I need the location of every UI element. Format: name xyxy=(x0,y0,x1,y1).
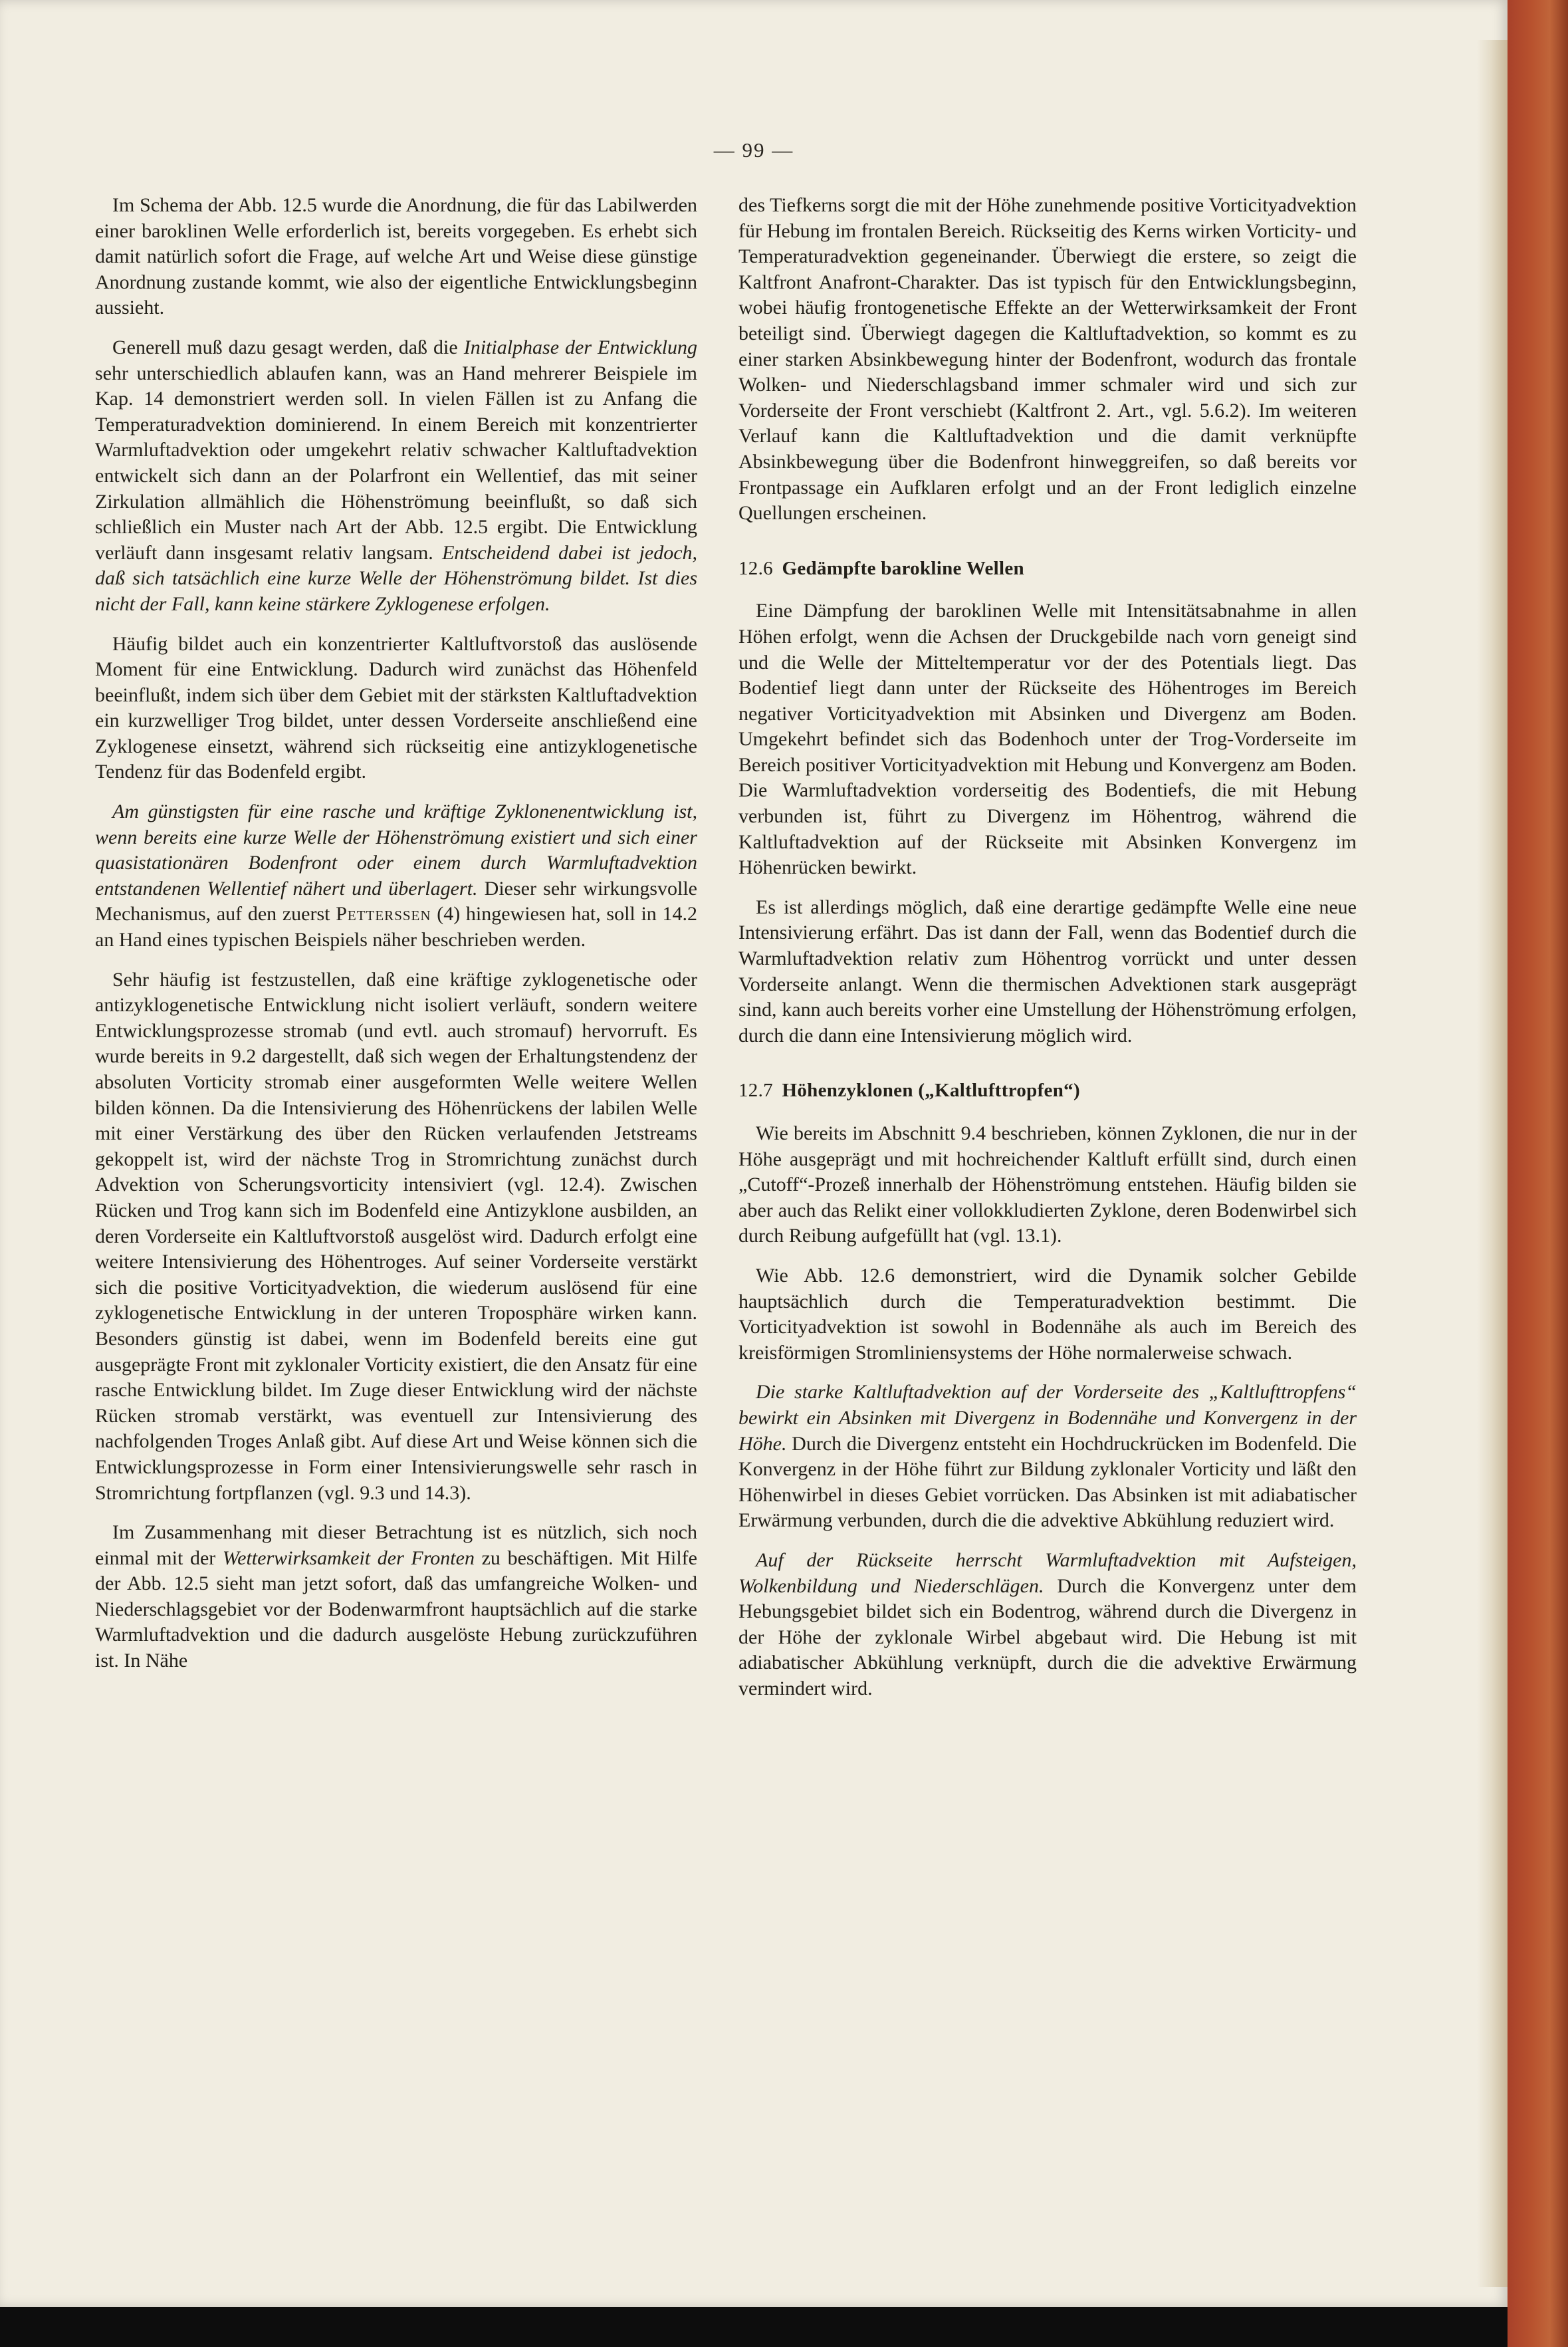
section-number: 12.6 xyxy=(738,557,773,579)
section-title: Höhenzyklonen („Kaltlufttropfen“) xyxy=(782,1080,1080,1102)
paragraph xyxy=(95,799,697,953)
paragraph: Wie bereits im Abschnitt 9.4 beschrieben, können Zyklonen, die nur in der Höhe ausgeprägt und mit hochreichender Kaltluft erfüllt sind, durch einen „Cutoff“-Prozeß innerhalb der Höhenströmung entstehen. Häufig bilden sie aber auch das Relikt einer vollokkludierten Zyklone, deren Bodenwirbel sich durch Reibung aufgefüllt hat (vgl. 13.1). xyxy=(738,1122,1357,1247)
text-run: Im Zusammenhang mit dieser Betrachtung ist es nützlich, sich noch einmal mit der xyxy=(95,1521,697,1569)
paragraph xyxy=(95,1520,697,1674)
paragraph: Häufig bildet auch ein konzentrierter Kaltluftvorstoß das auslösende Moment für eine Entwicklung. Dadurch wird zunächst das Höhenfeld beeinflußt, indem sich über dem Gebiet mit der stärksten Kaltluftadvektion ein kurzwelliger Trog bildet, unter dessen Vorderseite anschließend eine Zyklogenese einsetzt, während sich rückseitig eine antizyklogenetische Tendenz für das Bodenfeld ergibt. xyxy=(95,632,697,783)
page-gutter-shadow xyxy=(1477,40,1508,2287)
book-spine xyxy=(1508,0,1568,2347)
text-run: Durch die Konvergenz unter dem Hebungsgebiet bildet sich ein Bodentrog, während durch die Divergenz in der Höhe der zyklonale Wirbel abgebaut wird. Die Hebung ist mit adiabatischer Abkühlung verknüpft, durch die die advektive Erwärmung vermindert wird. xyxy=(738,1574,1357,1699)
paragraph: Eine Dämpfung der baroklinen Welle mit Intensitätsabnahme in allen Höhen erfolgt, wenn die Achsen der Druckgebilde nach vorn geneigt sind und die Welle der Mitteltemperatur vor der des Potentials liegt. Das Bodentief liegt dann unter der Rückseite des Höhentroges im Bereich negativer Vorticityadvektion mit Absinken und Divergenz am Boden. Umgekehrt befindet sich das Bodenhoch unter der Trog-Vorderseite im Bereich positiver Vorticityadvektion mit Hebung und Konvergenz am Boden. Die Warmluftadvektion vorderseitig des Bodentiefs, die mit Hebung verbunden ist, führt zu Divergenz im Höhentrog, während die Kaltluftadvektion auf der Rückseite mit Absinken Konvergenz im Höhenrücken bewirkt. xyxy=(738,600,1357,879)
section-number: 12.7 xyxy=(738,1080,773,1102)
text-run: Generell muß dazu gesagt werden, daß die xyxy=(112,336,464,358)
italic-emphasis: Entscheidend dabei ist jedoch, daß sich tatsächlich eine kurze Welle der Höhenströmung bildet. Ist dies nicht der Fall, kann keine stärkere Zyklogenese erfolgen. xyxy=(95,541,698,615)
text-run: Dieser sehr wirkungsvolle Mechanismus, auf den zuerst xyxy=(95,877,697,926)
text-run: (4) hingewiesen hat, soll in 14.2 an Hand eines typischen Beispiels näher beschrieben werden. xyxy=(95,903,697,951)
italic-term: Initialphase der Entwicklung xyxy=(463,336,698,358)
section-heading-12-7 xyxy=(738,1078,1357,1104)
italic-emphasis: Auf der Rückseite herrscht Warmluftadvektion mit Aufsteigen, Wolkenbildung und Niederschlägen. xyxy=(738,1548,1357,1597)
paragraph: Sehr häufig ist festzustellen, daß eine kräftige zyklogenetische oder antizyklogenetische Entwicklung nicht isoliert verläuft, sondern weitere Entwicklungsprozesse stromab (und evtl. auch stromauf) hervorruft. Es wurde bereits in 9.2 dargestellt, daß sich wegen der Erhaltungstendenz der absoluten Vorticity stromab einer ausgeformten Welle weitere Wellen bilden können. Da die Intensivierung des Höhenrückens der labilen Welle mit einer Verstärkung des über den Rücken verlaufenden Jetstreams gekoppelt ist, wird der nächste Trog in Stromrichtung zunächst durch Advektion von Scherungsvorticity intensiviert (vgl. 12.4). Zwischen Rücken und Trog kann sich im Bodenfeld eine Antizyklone ausbilden, an deren Vorderseite ein Kaltluftvorstoß ausgelöst wird. Dadurch erfolgt eine weitere Intensivierung des Höhentroges. Auf seiner Vorderseite verstärkt sich die positive Vorticityadvektion, die wiederum auslösend für eine zyklogenetische Entwicklung in der unteren Troposphäre wirken kann. Besonders günstig ist dabei, wenn im Bodenfeld bereits eine gut ausgeprägte Front mit zyklonaler Vorticity existiert, die den Ansatz für eine rasche Entwicklung bildet. Im Zuge dieser Entwicklung wird der nächste Rücken stromab verstärkt, was eventuell zur Intensivierung des nachfolgenden Troges Anlaß gibt. Auf diese Art und Weise können sich die Entwicklungsprozesse in Form einer Intensivierungswelle sehr rasch in Stromrichtung fortpflanzen (vgl. 9.3 und 14.3). xyxy=(95,968,697,1504)
paragraph: Im Schema der Abb. 12.5 wurde die Anordnung, die für das Labilwerden einer baroklinen Welle erforderlich ist, bereits vorgegeben. Es erhebt sich damit natürlich sofort die Frage, auf welche Art und Weise diese günstige Anordnung zustande kommt, wie also der eigentliche Entwicklungsbeginn aussieht. xyxy=(95,194,697,319)
section-title: Gedämpfte barokline Wellen xyxy=(782,557,1024,579)
right-column xyxy=(738,193,1357,1715)
text-run: zu beschäftigen. Mit Hilfe der Abb. 12.5 sieht man jetzt sofort, daß das umfangreiche Wolken- und Niederschlagsgebiet vor der Bodenwarmfront hauptsächlich auf die starke Warmluftadvektion und die dadurch ausgelöste Hebung zurückzuführen ist. In Nähe xyxy=(95,1546,697,1672)
paragraph: Wie Abb. 12.6 demonstriert, wird die Dynamik solcher Gebilde hauptsächlich durch die Temperaturadvektion bestimmt. Die Vorticityadvektion ist sowohl in Bodennähe als auch im Bereich des kreisförmigen Stromliniensystems der Höhe normalerweise schwach. xyxy=(738,1264,1357,1364)
page-number: — 99 — xyxy=(713,138,794,162)
italic-emphasis: Am günstigsten für eine rasche und kräftige Zyklonenentwicklung ist, wenn bereits eine kurze Welle der Höhenströmung existiert und sich einer quasistationären Bodenfront oder einem durch Warmluftadvektion entstandenen Wellentief nähert und überlagert. xyxy=(95,801,697,900)
left-column xyxy=(95,193,697,1688)
paragraph: des Tiefkerns sorgt die mit der Höhe zunehmende positive Vorticityadvektion für Hebung im frontalen Bereich. Rückseitig des Kerns wirken Vorticity- und Temperaturadvektion gegeneinander. Überwiegt die erstere, so zeigt die Kaltfront Anafront-Charakter. Das ist typisch für den Entwicklungsbeginn, wobei häufig frontogenetische Effekte an der Wetterwirksamkeit der Front beteiligt sind. Überwiegt dagegen die Kaltluftadvektion, so kommt es zu einer starken Absinkbewegung hinter der Bodenfront, wodurch das frontale Wolken- und Niederschlagsband immer schmaler wird und sich zur Vorderseite der Front verschiebt (Kaltfront 2. Art., vgl. 5.6.2). Im weiteren Verlauf kann die Kaltluftadvektion und die damit verknüpfte Absinkbewegung über die Bodenfront hinweggreifen, so daß bereits vor Frontpassage ein Aufklaren erfolgt und an der Front lediglich einzelne Quellungen erscheinen. xyxy=(738,194,1357,525)
section-heading-12-6 xyxy=(738,556,1357,582)
author-name: Petterssen xyxy=(336,903,431,926)
paragraph xyxy=(95,335,697,618)
scan-background xyxy=(0,2307,1508,2347)
paragraph: Es ist allerdings möglich, daß eine derartige gedämpfte Welle eine neue Intensivierung erfährt. Das ist dann der Fall, wenn das Bodentief durch die Warmluftadvektion relativ zum Höhentrog vorrückt und unter dessen Vorderseite anlangt. Wenn die thermischen Advektionen stark ausgeprägt sind, kann auch bereits vorher eine Umstellung der Höhenströmung erfolgen, durch die dann eine Intensivierung möglich wird. xyxy=(738,896,1357,1047)
italic-emphasis: Die starke Kaltluftadvektion auf der Vorderseite des „Kaltlufttropfens“ bewirkt ein Absinken mit Divergenz in Bodennähe und Konvergenz in der Höhe. xyxy=(738,1381,1357,1455)
paragraph xyxy=(738,1380,1357,1534)
italic-term: Wetterwirksamkeit der Fronten xyxy=(222,1546,475,1569)
paragraph xyxy=(738,1548,1357,1702)
text-run: sehr unterschiedlich ablaufen kann, was an Hand mehrerer Beispiele im Kap. 14 demonstriert werden soll. In vielen Fällen ist zu Anfang die Temperaturadvektion dominierend. In einem Bereich mit konzentrierter Warmluftadvektion oder umgekehrt relativ schwacher Kaltluftadvektion entwickelt sich dann an der Polarfront ein Wellentief, das mit seiner Zirkulation allmählich die Höhenströmung beeinflußt, so daß sich schließlich ein Muster nach Art der Abb. 12.5 ergibt. Die Entwicklung verläuft dann insgesamt relativ langsam. xyxy=(95,362,697,564)
text-run: Durch die Divergenz entsteht ein Hochdruckrücken im Bodenfeld. Die Konvergenz in der Höhe führt zur Bildung zyklonaler Vorticity und läßt den Höhenwirbel in dieses Gebiet vorrücken. Das Absinken ist mit adiabatischer Erwärmung verbunden, durch die die advektive Abkühlung reduziert wird. xyxy=(738,1432,1357,1532)
